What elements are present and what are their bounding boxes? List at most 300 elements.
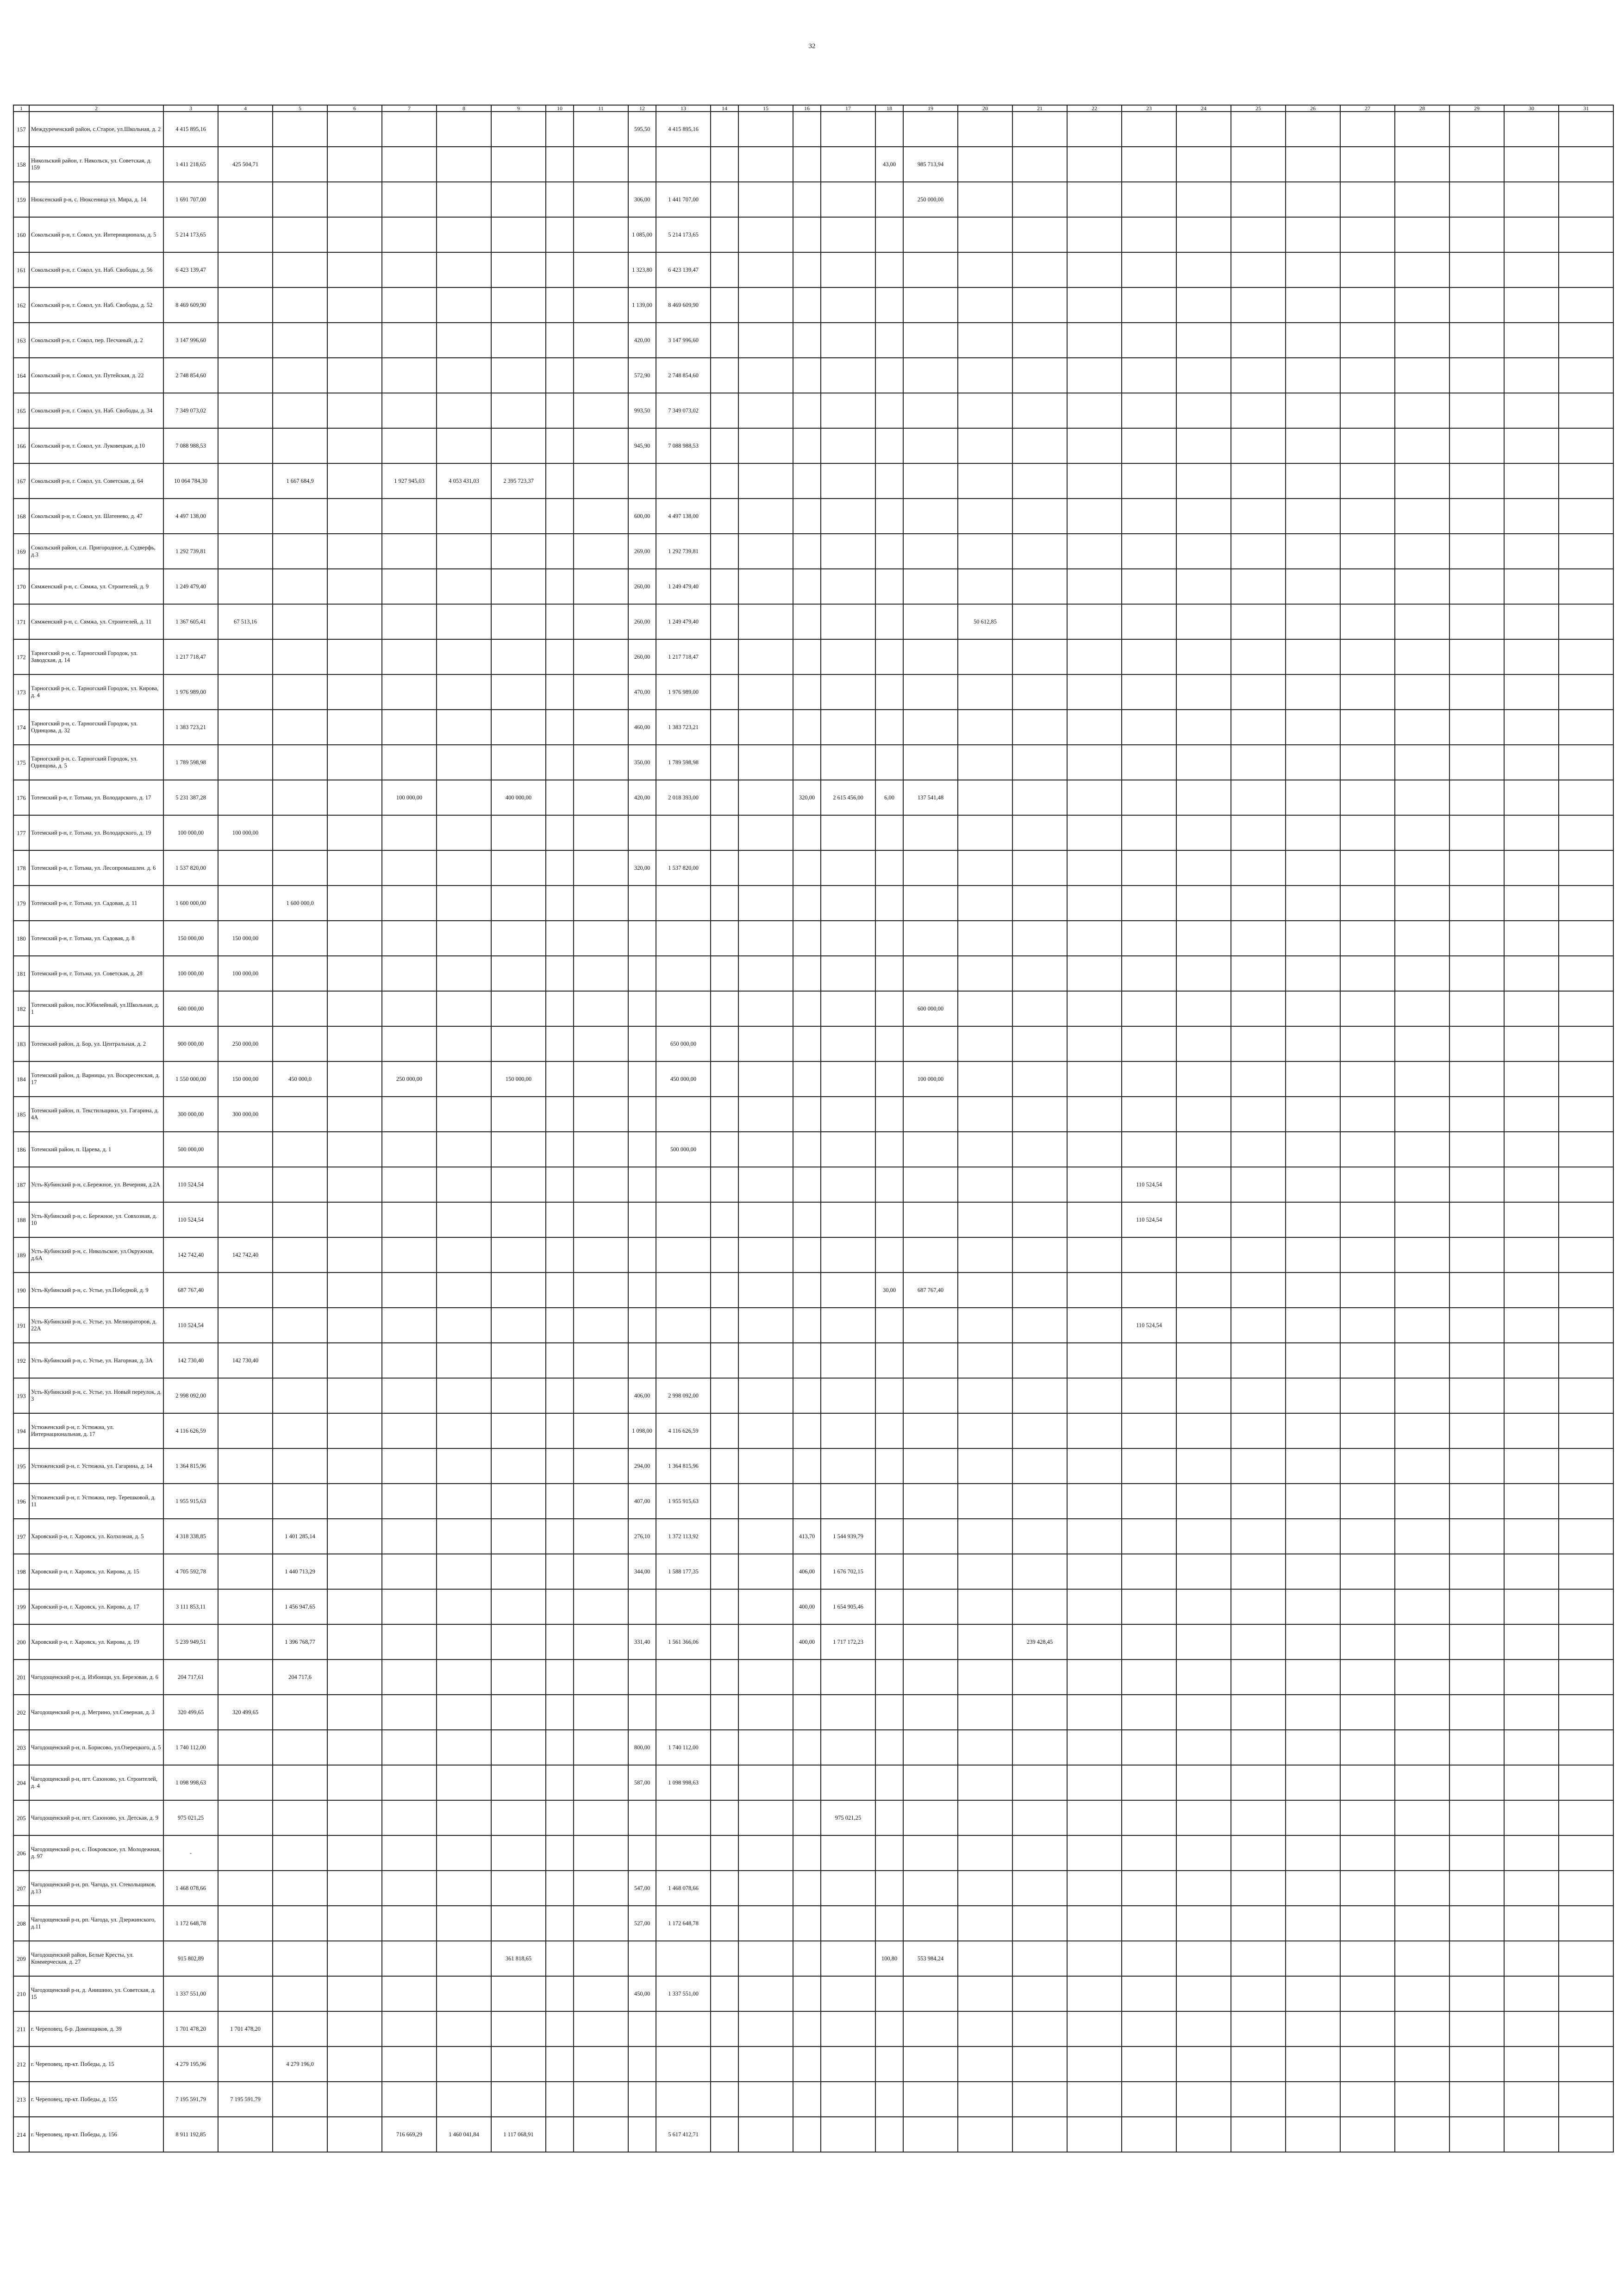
table-cell: [1449, 1273, 1504, 1308]
table-cell: [218, 569, 273, 604]
table-cell: [1286, 639, 1340, 674]
table-cell: 250 000,00: [903, 182, 958, 217]
table-cell: 425 504,71: [218, 147, 273, 182]
address-cell: Тотемский р-н, г. Тотьма, ул. Садовая, д. 8: [29, 921, 163, 956]
table-cell: [1504, 323, 1559, 358]
table-cell: [382, 1378, 437, 1413]
table-cell: 1 411 218,65: [163, 147, 218, 182]
table-cell: [821, 1132, 875, 1167]
table-cell: [1122, 1800, 1176, 1835]
table-cell: [1449, 1308, 1504, 1343]
table-cell: [656, 1835, 711, 1871]
table-cell: [1504, 112, 1559, 147]
address-cell: Тарногский р-н, с. Тарногский Городок, ул. Кирова, д. 4: [29, 674, 163, 710]
table-cell: [546, 1061, 574, 1097]
table-cell: [273, 1237, 327, 1273]
table-cell: 250 000,00: [382, 1061, 437, 1097]
address-cell: г. Череповец, б-р. Доменщиков, д. 39: [29, 2011, 163, 2046]
table-cell: [437, 1695, 491, 1730]
table-cell: [821, 1061, 875, 1097]
table-cell: [793, 1097, 821, 1132]
table-cell: [1340, 1519, 1395, 1554]
table-cell: [574, 1800, 628, 1835]
address-cell: Тотемский р-н, г. Тотьма, ул. Советская, д. 28: [29, 956, 163, 991]
table-cell: [1449, 1941, 1504, 1976]
table-cell: [1395, 569, 1449, 604]
table-cell: [738, 1378, 793, 1413]
table-cell: [1067, 1554, 1122, 1589]
table-cell: [382, 1871, 437, 1906]
row-number: 184: [13, 1061, 29, 1097]
table-cell: [1395, 1202, 1449, 1237]
table-cell: [1012, 428, 1067, 463]
address-cell: Харовский р-н, г. Харовск, ул. Кирова, д. 15: [29, 1554, 163, 1589]
table-cell: [628, 1202, 656, 1237]
table-cell: [574, 428, 628, 463]
table-cell: [218, 358, 273, 393]
table-cell: [574, 2117, 628, 2152]
table-cell: [546, 780, 574, 815]
table-cell: [491, 1730, 546, 1765]
table-cell: [738, 1589, 793, 1624]
table-row: [13, 780, 1613, 815]
table-cell: [1504, 393, 1559, 428]
table-cell: [1449, 1132, 1504, 1167]
table-cell: [1286, 815, 1340, 850]
table-cell: [738, 991, 793, 1026]
table-cell: [793, 569, 821, 604]
address-cell: Сокольский район, с.п. Пригородное, д. Судверфь, д.3: [29, 534, 163, 569]
table-cell: [1176, 1519, 1231, 1554]
table-cell: [793, 252, 821, 287]
table-cell: [574, 815, 628, 850]
table-cell: [1012, 1132, 1067, 1167]
column-number: 10: [546, 105, 574, 112]
table-cell: 470,00: [628, 674, 656, 710]
row-number: 193: [13, 1378, 29, 1413]
table-cell: [1286, 1765, 1340, 1800]
address-cell: Усть-Кубинский р-н, с. Устье, ул. Мелиораторов, д. 22А: [29, 1308, 163, 1343]
table-cell: [821, 1448, 875, 1484]
table-cell: [1012, 1026, 1067, 1061]
table-cell: [273, 1484, 327, 1519]
table-cell: [437, 604, 491, 639]
table-cell: 142 730,40: [218, 1343, 273, 1378]
table-cell: [875, 182, 903, 217]
table-cell: [1449, 569, 1504, 604]
table-cell: [546, 358, 574, 393]
table-cell: [958, 1554, 1012, 1589]
table-cell: [1012, 463, 1067, 499]
table-cell: [273, 639, 327, 674]
table-cell: [382, 358, 437, 393]
table-cell: [1067, 1484, 1122, 1519]
column-number: 31: [1559, 105, 1613, 112]
table-cell: [793, 2046, 821, 2082]
table-cell: [1449, 1730, 1504, 1765]
table-cell: [327, 1730, 382, 1765]
table-cell: [491, 991, 546, 1026]
table-cell: [1504, 710, 1559, 745]
table-cell: 420,00: [628, 780, 656, 815]
table-cell: [903, 1237, 958, 1273]
table-cell: [1449, 780, 1504, 815]
row-number: 200: [13, 1624, 29, 1660]
table-cell: [273, 1871, 327, 1906]
table-cell: [711, 850, 738, 886]
table-cell: [546, 2046, 574, 2082]
table-cell: [382, 147, 437, 182]
table-cell: [1176, 956, 1231, 991]
table-cell: [327, 287, 382, 323]
table-cell: [793, 1835, 821, 1871]
table-cell: [1449, 1554, 1504, 1589]
address-cell: Тотемский район, пос.Юбилейный, ул.Школьная, д. 1: [29, 991, 163, 1026]
table-cell: [903, 1484, 958, 1519]
table-cell: [574, 252, 628, 287]
table-cell: [1340, 1202, 1395, 1237]
table-cell: [437, 674, 491, 710]
table-cell: [1067, 358, 1122, 393]
table-cell: [437, 1343, 491, 1378]
table-cell: [273, 534, 327, 569]
table-cell: [958, 1132, 1012, 1167]
table-cell: [382, 1800, 437, 1835]
table-cell: [875, 921, 903, 956]
table-cell: 420,00: [628, 323, 656, 358]
table-cell: [628, 1589, 656, 1624]
row-number: 160: [13, 217, 29, 252]
table-cell: [1067, 2011, 1122, 2046]
table-cell: [821, 112, 875, 147]
table-cell: [875, 534, 903, 569]
table-cell: [1395, 1448, 1449, 1484]
table-cell: [821, 1413, 875, 1448]
table-cell: [546, 534, 574, 569]
table-cell: [574, 534, 628, 569]
table-cell: 716 669,29: [382, 2117, 437, 2152]
table-cell: [1176, 1343, 1231, 1378]
table-cell: [1559, 639, 1613, 674]
table-cell: [821, 1097, 875, 1132]
table-cell: [1449, 287, 1504, 323]
table-cell: [1340, 1835, 1395, 1871]
table-cell: [903, 815, 958, 850]
table-cell: [1449, 1835, 1504, 1871]
table-cell: [793, 182, 821, 217]
table-cell: [1395, 428, 1449, 463]
table-cell: 1 139,00: [628, 287, 656, 323]
table-cell: [273, 1976, 327, 2011]
table-cell: [793, 1906, 821, 1941]
table-cell: [327, 534, 382, 569]
table-cell: [1449, 1026, 1504, 1061]
table-cell: 1 217 718,47: [163, 639, 218, 674]
table-cell: [1176, 499, 1231, 534]
table-cell: [1559, 147, 1613, 182]
table-cell: 400 000,00: [491, 780, 546, 815]
table-cell: [1231, 1308, 1286, 1343]
row-number: 196: [13, 1484, 29, 1519]
table-cell: [327, 1061, 382, 1097]
table-cell: [738, 710, 793, 745]
table-cell: [546, 1906, 574, 1941]
table-cell: [1012, 1835, 1067, 1871]
table-cell: [738, 1800, 793, 1835]
table-cell: [437, 1624, 491, 1660]
table-cell: [1559, 1589, 1613, 1624]
table-cell: 975 021,25: [163, 1800, 218, 1835]
table-cell: [1067, 2117, 1122, 2152]
table-cell: [1449, 428, 1504, 463]
row-number: 181: [13, 956, 29, 991]
table-cell: [327, 1343, 382, 1378]
table-cell: [903, 1800, 958, 1835]
table-cell: [1340, 1554, 1395, 1589]
table-row: [13, 287, 1613, 323]
table-cell: [1067, 2046, 1122, 2082]
table-cell: [1176, 1378, 1231, 1413]
table-cell: [382, 112, 437, 147]
table-cell: [273, 252, 327, 287]
table-cell: 1 172 648,78: [163, 1906, 218, 1941]
table-cell: [1395, 1871, 1449, 1906]
table-cell: [711, 921, 738, 956]
table-cell: [1395, 112, 1449, 147]
table-cell: 100 000,00: [163, 956, 218, 991]
table-cell: 500 000,00: [656, 1132, 711, 1167]
table-cell: [1067, 1343, 1122, 1378]
table-cell: [1176, 323, 1231, 358]
table-cell: [327, 1800, 382, 1835]
table-cell: [327, 182, 382, 217]
table-cell: [793, 1308, 821, 1343]
table-cell: [1504, 1695, 1559, 1730]
table-cell: [738, 1097, 793, 1132]
table-cell: [1122, 182, 1176, 217]
table-cell: [1286, 499, 1340, 534]
table-cell: [1340, 991, 1395, 1026]
table-cell: [1012, 1061, 1067, 1097]
table-cell: 527,00: [628, 1906, 656, 1941]
table-cell: [574, 112, 628, 147]
table-cell: [437, 1167, 491, 1202]
table-cell: [1395, 182, 1449, 217]
table-row: [13, 1589, 1613, 1624]
address-cell: Тотемский район, д. Варницы, ул. Воскресенская, д. 17: [29, 1061, 163, 1097]
table-cell: [1067, 1378, 1122, 1413]
table-cell: [903, 1589, 958, 1624]
table-cell: [821, 1026, 875, 1061]
table-cell: [656, 1097, 711, 1132]
table-cell: 110 524,54: [163, 1202, 218, 1237]
table-cell: [1559, 1061, 1613, 1097]
table-cell: [1231, 2082, 1286, 2117]
table-cell: [711, 112, 738, 147]
table-cell: [1286, 1695, 1340, 1730]
table-cell: [574, 1589, 628, 1624]
table-cell: [574, 1202, 628, 1237]
table-cell: [574, 1026, 628, 1061]
column-number: 13: [656, 105, 711, 112]
table-cell: [546, 1167, 574, 1202]
table-cell: 7 349 073,02: [656, 393, 711, 428]
table-cell: [1559, 1941, 1613, 1976]
table-cell: [711, 956, 738, 991]
table-cell: [1395, 1695, 1449, 1730]
table-cell: [1012, 1448, 1067, 1484]
table-cell: 1 789 598,98: [656, 745, 711, 780]
table-cell: [382, 1835, 437, 1871]
table-cell: [437, 1941, 491, 1976]
table-cell: [1559, 463, 1613, 499]
table-cell: [1122, 886, 1176, 921]
table-cell: [903, 1343, 958, 1378]
address-cell: Чагодощенский р-н, пгт. Сазоново, ул. Детская, д. 9: [29, 1800, 163, 1835]
table-cell: [1122, 1976, 1176, 2011]
table-cell: [793, 1730, 821, 1765]
table-cell: [1449, 1167, 1504, 1202]
table-cell: [574, 499, 628, 534]
table-cell: [793, 639, 821, 674]
table-cell: [1286, 287, 1340, 323]
table-cell: [546, 1941, 574, 1976]
table-cell: [1122, 217, 1176, 252]
table-cell: [382, 1624, 437, 1660]
table-cell: [1286, 1976, 1340, 2011]
table-cell: [273, 1202, 327, 1237]
table-cell: [1231, 1519, 1286, 1554]
table-cell: [1504, 1308, 1559, 1343]
table-cell: [1122, 1097, 1176, 1132]
table-row: [13, 217, 1613, 252]
table-cell: [903, 1835, 958, 1871]
table-cell: [1559, 1448, 1613, 1484]
table-cell: [793, 534, 821, 569]
table-cell: [711, 1097, 738, 1132]
table-cell: [1067, 1765, 1122, 1800]
table-cell: [793, 463, 821, 499]
table-cell: [1067, 428, 1122, 463]
table-cell: [1286, 1484, 1340, 1519]
table-cell: [1504, 1835, 1559, 1871]
table-cell: [628, 956, 656, 991]
table-cell: 294,00: [628, 1448, 656, 1484]
table-cell: [903, 1026, 958, 1061]
table-cell: [327, 1202, 382, 1237]
table-cell: [437, 2082, 491, 2117]
table-cell: [711, 182, 738, 217]
table-cell: 985 713,94: [903, 147, 958, 182]
table-cell: [1067, 182, 1122, 217]
table-cell: [1176, 428, 1231, 463]
table-cell: [1122, 850, 1176, 886]
table-cell: [738, 428, 793, 463]
table-cell: [491, 2082, 546, 2117]
table-cell: 260,00: [628, 604, 656, 639]
table-cell: [574, 674, 628, 710]
table-cell: [821, 2082, 875, 2117]
table-cell: [1559, 1800, 1613, 1835]
address-cell: Чагодощенский р-н, рп. Чагода, ул. Дзержинского, д.11: [29, 1906, 163, 1941]
table-cell: [1504, 1061, 1559, 1097]
table-cell: [1449, 1976, 1504, 2011]
row-number: 204: [13, 1765, 29, 1800]
table-cell: [437, 1202, 491, 1237]
table-cell: [1559, 1413, 1613, 1448]
address-cell: Чагодощенский район, Белые Кресты, ул. Коммерческая, д. 27: [29, 1941, 163, 1976]
table-cell: 1 600 000,00: [163, 886, 218, 921]
row-number: 182: [13, 991, 29, 1026]
table-cell: [1122, 674, 1176, 710]
table-cell: [656, 1273, 711, 1308]
column-number: 6: [327, 105, 382, 112]
table-cell: 1 098 998,63: [163, 1765, 218, 1800]
table-cell: [1286, 2117, 1340, 2152]
table-cell: [1340, 147, 1395, 182]
table-cell: [711, 534, 738, 569]
table-cell: [738, 1906, 793, 1941]
table-cell: [1395, 639, 1449, 674]
table-cell: [1395, 1273, 1449, 1308]
table-cell: [1012, 2117, 1067, 2152]
table-cell: [327, 1378, 382, 1413]
table-cell: [1504, 1448, 1559, 1484]
table-cell: [382, 1730, 437, 1765]
table-cell: [793, 2117, 821, 2152]
row-number: 207: [13, 1871, 29, 1906]
table-cell: 1 789 598,98: [163, 745, 218, 780]
table-cell: [1231, 1237, 1286, 1273]
table-cell: [382, 1097, 437, 1132]
table-cell: [574, 1624, 628, 1660]
table-cell: [491, 1097, 546, 1132]
table-cell: [437, 710, 491, 745]
table-cell: [546, 991, 574, 1026]
table-cell: [1340, 1378, 1395, 1413]
table-cell: [574, 1519, 628, 1554]
table-cell: [738, 323, 793, 358]
table-cell: [738, 1273, 793, 1308]
table-cell: [437, 956, 491, 991]
column-number: 16: [793, 105, 821, 112]
table-cell: [1395, 1378, 1449, 1413]
table-cell: [1395, 1976, 1449, 2011]
table-cell: [1559, 1519, 1613, 1554]
table-row: [13, 182, 1613, 217]
table-cell: [1012, 323, 1067, 358]
table-cell: [903, 1097, 958, 1132]
table-cell: [1231, 1202, 1286, 1237]
table-cell: [437, 1308, 491, 1343]
table-cell: [793, 745, 821, 780]
table-cell: [574, 1097, 628, 1132]
table-cell: [218, 1765, 273, 1800]
table-cell: [1176, 1624, 1231, 1660]
table-cell: [738, 358, 793, 393]
table-cell: [437, 112, 491, 147]
table-cell: [491, 252, 546, 287]
table-cell: [1122, 956, 1176, 991]
table-cell: 7 349 073,02: [163, 393, 218, 428]
table-cell: [1395, 252, 1449, 287]
table-cell: [628, 1308, 656, 1343]
table-cell: [1176, 1484, 1231, 1519]
table-cell: 1 292 739,81: [163, 534, 218, 569]
table-cell: [1504, 287, 1559, 323]
table-cell: [491, 745, 546, 780]
table-cell: [1231, 1026, 1286, 1061]
